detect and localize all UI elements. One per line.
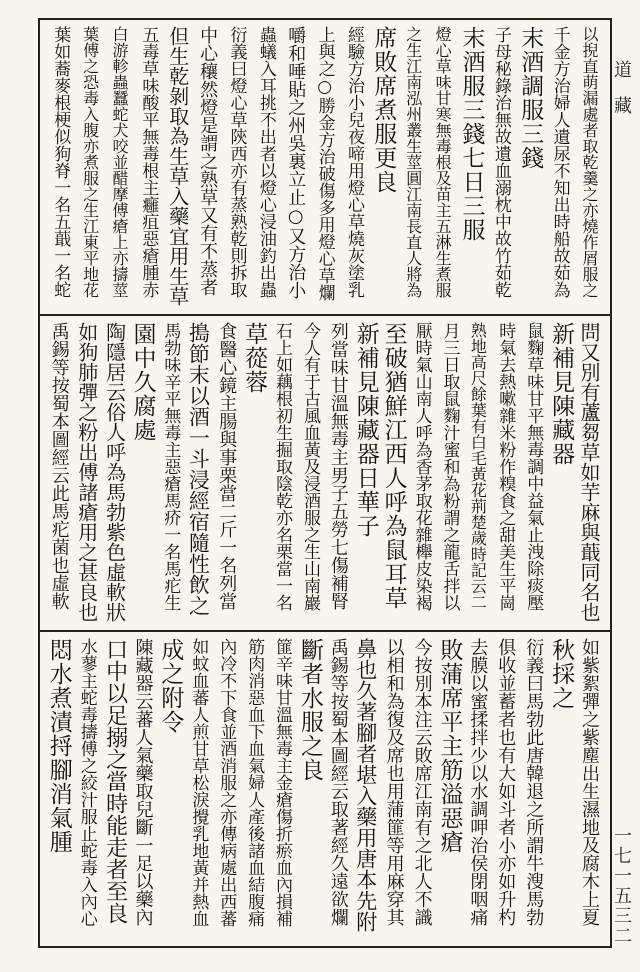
text-band-middle <box>40 316 610 632</box>
text-column: 葉如蕎麥根梗似狗脊一名五蕺一名蛇 <box>50 26 71 298</box>
text-column: 草蓯蓉 <box>241 322 268 394</box>
text-column: 禹錫等按蜀本圖經云取著經久遠欲爛 <box>327 638 349 926</box>
text-column: 今按別本注云敗席江南有之北人不識 <box>411 638 433 926</box>
text-column: 以相和為復及席也用蒲篚等用麻穿其 <box>383 638 405 926</box>
text-column: 鼻也久著腳者堪入藥用唐本先附 <box>353 638 378 932</box>
text-column: 中心穰然燈是謂之熟草又有不蒸者 <box>197 26 219 296</box>
text-column: 熟地高尺餘葉有白毛黃花荊楚歲時記云二 <box>468 322 488 610</box>
text-column: 燈心草味甘寒無毒根及苗主五淋生煮服 <box>433 26 453 298</box>
text-band-bottom <box>40 632 610 946</box>
text-column: 列當味甘溫無毒主男子五勞七傷補腎 <box>327 322 349 610</box>
text-column: 石上如藕根初生掘取陰乾亦名栗當一名 <box>272 322 293 611</box>
text-column: 筋肉消惡血下血氣婦人產後諸血結腹痛 <box>244 638 265 927</box>
text-column: 但生乾剝取為生草入藥宜用生草 <box>165 26 190 306</box>
text-column: 嚼和唾貼之州吳裏立止○又方治小 <box>285 26 307 299</box>
text-column: 禹錫等按蜀本圖經云此馬疕菌也虛軟 <box>48 322 70 610</box>
text-column: 新補見陳藏器 <box>548 322 575 466</box>
text-column: 口中以足搦之當時能走者至良 <box>102 638 128 924</box>
text-column: 如紫絮彈之紫塵出生濕地及腐木上夏 <box>579 638 600 926</box>
text-column: 食醫心鏡主腸與事栗當二斤一名列當 <box>216 322 238 610</box>
text-column: 鼠麴草味甘平無毒調中益氣止洩除痰壓 <box>523 322 544 611</box>
text-column: 水蓼主蛇毒擣傅之絞汁服止蛇毒入內心 <box>76 638 97 927</box>
text-column: 如狗肺彈之粉出傅諸瘡用之甚良也 <box>74 322 99 622</box>
text-column: 末酒調服三錢 <box>517 26 544 170</box>
text-column: 子母秘錄治無故遺血溺枕中故竹茹乾 <box>490 26 511 298</box>
text-column: 經驗方治小兒夜啼用燈心草燒灰塗乳 <box>344 26 364 298</box>
text-column: 之生江南泓州叢生莖圓江南長直人將為 <box>403 26 423 298</box>
text-column: 月三日取鼠麴汁蜜和為粉謂之龍舌拌以 <box>439 322 460 611</box>
text-column: 以掜直萌漏處者取乾羹之亦燒作屑服之 <box>580 26 599 298</box>
text-column: 陶隱居云俗人呼為馬勃紫色虛軟狀 <box>102 322 127 622</box>
column-group <box>46 26 604 308</box>
text-column: 悶水煮漬捋腳消氣腫 <box>45 638 72 854</box>
text-column: 新補見陳藏器日華子 <box>352 322 379 538</box>
text-column: 白游軫蟲蠶蛇犬咬並醋摩傅瘡上亦擣莖 <box>110 26 129 298</box>
text-column: 厭時氣山南人呼為香茅取花雜櫸皮染褐 <box>411 322 432 611</box>
text-column: 成之附令 <box>157 638 184 734</box>
text-column: 今人有于古風血黃及浸酒服之生山南巖 <box>299 322 320 611</box>
text-column: 如蚊血蕃人煎甘草松淚攪乳地黃并熱血 <box>188 638 209 927</box>
text-column: 千金方治婦人遺尿不知出時船故茹為 <box>549 26 570 298</box>
text-band-top <box>40 20 610 316</box>
text-column: 敗蒲席平主筋溢惡瘡 <box>436 638 463 854</box>
page-frame <box>38 18 612 948</box>
text-column: 搗節末以酒一斗浸經宿隨性飲之 <box>186 322 211 616</box>
text-column: 至破猶鮮江西人呼為鼠耳草 <box>380 322 407 610</box>
text-column: 園中久腐處 <box>129 322 156 442</box>
text-column: 衍義曰燈心草陝西亦有蒸熟乾則拆取 <box>226 26 247 298</box>
column-group <box>46 638 604 940</box>
text-column: 篚辛味甘溫無毒主金瘡傷折瘀血內損補 <box>272 638 293 927</box>
text-column: 上與之○勝金方治破傷多用燈心草爛 <box>314 26 335 301</box>
text-column: 席敗席煮服更良 <box>370 26 397 194</box>
text-column: 俱收並蓄者也有大如斗者小亦如升杓 <box>495 638 517 926</box>
margin-title: 道藏 <box>611 60 632 132</box>
text-column: 時氣去熱嗽雜米粉作糗食之甜美生平崗 <box>495 322 516 611</box>
text-column: 問又別有蘆芻草如芋麻與蕺同名也 <box>577 322 601 622</box>
text-column: 衍義曰馬勃此唐韓退之所謂牛溲馬勃 <box>523 638 545 926</box>
text-column: 蟲蟻入耳挑不出者以燈心浸油釣出蟲 <box>255 26 276 298</box>
folio-number: 一七一五三二 <box>611 826 632 946</box>
text-column: 斷者水服之良 <box>297 638 323 782</box>
text-column: 陳藏器云蕃人氣藥取兒斷一足以藥內 <box>132 638 154 926</box>
text-column: 五毒草味酸平無毒根主癰疽惡瘡腫赤 <box>138 26 159 298</box>
text-column: 內冷不下食並酒消服之亦傳病處出西蕃 <box>216 638 237 927</box>
column-group <box>46 322 604 624</box>
text-column: 馬勃味辛平無毒主惡瘡馬疥一名馬疕生 <box>160 322 181 611</box>
text-column: 秋採之 <box>548 638 575 710</box>
text-column: 去膜以蜜揉拌少以水調呷治侯閉咽痛 <box>467 638 489 926</box>
text-column: 末酒服三錢七日三服 <box>458 26 485 242</box>
text-column: 葉傅之恐毒入腹亦煮服之生江東平地花 <box>80 26 100 298</box>
